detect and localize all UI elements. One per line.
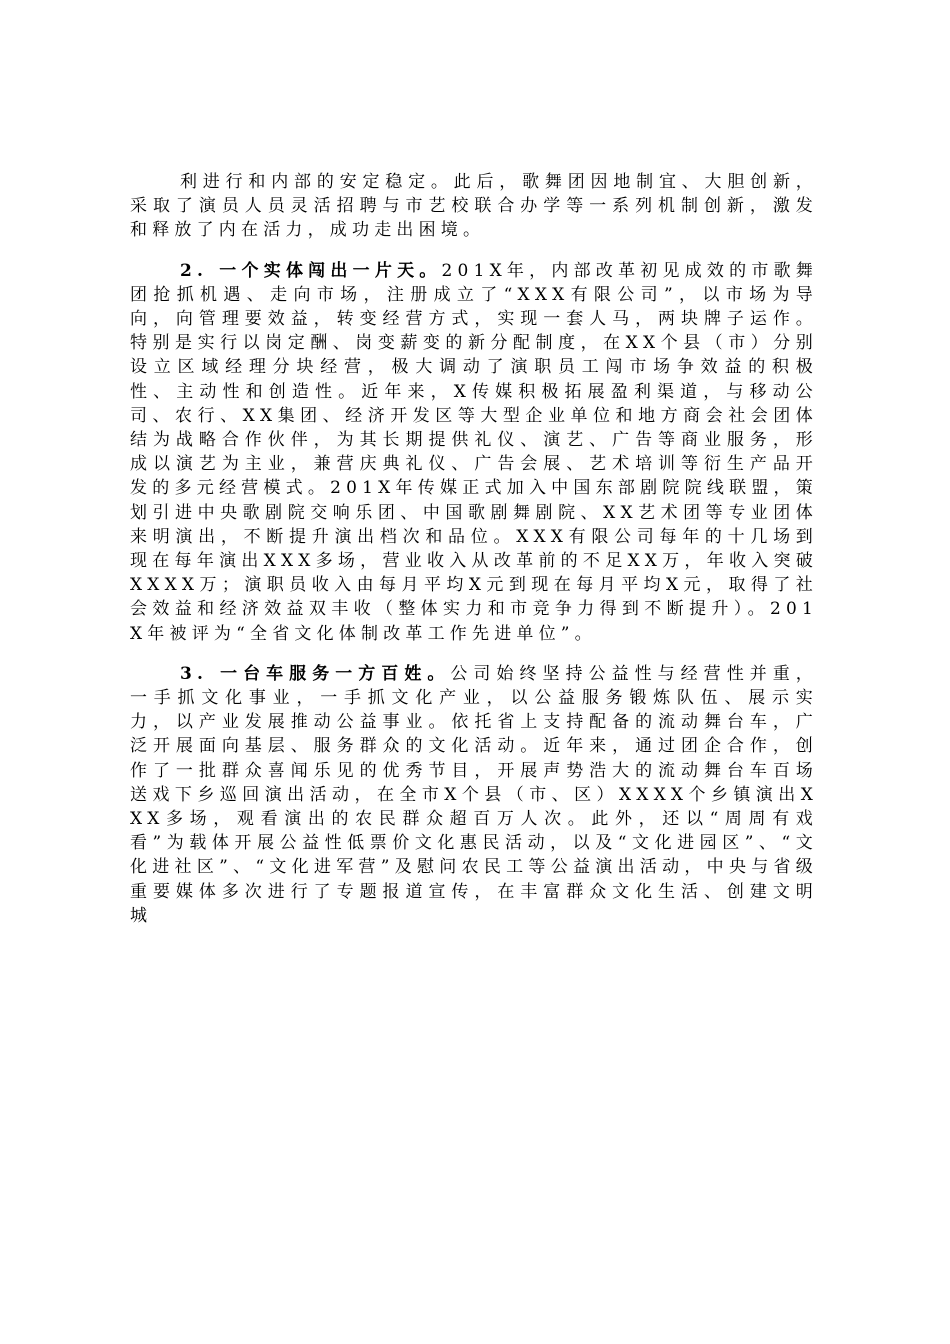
paragraph-intro <box>130 170 818 243</box>
paragraph-text: 201X年，内部改革初见成效的市歌舞团抢抓机遇、走向市场，注册成立了“XXX有限公司”，以市场为导向，向管理要效益，转变经营方式，实现一套人马，两块牌子运作。特别是实行以岗定酬、岗变薪变的新分配制度，在XX个县（市）分别设立区域经理分块经营，极大调动了演职员工闯市场争效益的积极性、主动性和创造性。近年来，X传媒积极拓展盈利渠道，与移动公司、农行、XX集团、经济开发区等大型企业单位和地方商会社会团体结为战略合作伙伴，为其长期提供礼仪、演艺、广告等商业服务，形成以演艺为主业，兼营庆典礼仪、广告会展、艺术培训等衍生产品开发的多元经营模式。201X年传媒正式加入中国东部剧院院线联盟，策划引进中央歌剧院交响乐团、中国歌剧舞剧院、XX艺术团等专业团体来明演出，不断提升演出档次和品位。XXX有限公司每年的十几场到现在每年演出XXX多场，营业收入从改革前的不足XX万，年收入突破XXXX万；演职员收入由每月平均X元到现在每月平均X元，取得了社会效益和经济效益双丰收（整体实力和市竞争力得到不断提升）。201X年被评为“全省文化体制改革工作先进单位”。 <box>130 260 819 644</box>
paragraph-text: 公司始终坚持公益性与经营性并重，一手抓文化事业，一手抓文化产业，以公益服务锻炼队伍、展示实力，以产业发展推动公益事业。依托省上支持配备的流动舞台车，广泛开展面向基层、服务群众的文化活动。近年来，通过团企合作，创作了一批群众喜闻乐见的优秀节目，开展声势浩大的流动舞台车百场送戏下乡巡回演出活动，在全市X个县（市、区）XXXX个乡镇演出XXX多场，观看演出的农民群众超百万人次。此外，还以“周周有戏看”为载体开展公益性低票价文化惠民活动，以及“文化进园区”、“文化进社区”、“文化进军营”及慰问农民工等公益演出活动，中央与省级重要媒体多次进行了专题报道宣传，在丰富群众文化生活、创建文明城 <box>130 663 818 926</box>
paragraph-section-3 <box>130 662 818 928</box>
paragraph-section-2 <box>130 259 818 646</box>
paragraph-text: 利进行和内部的安定稳定。此后，歌舞团因地制宜、大胆创新，采取了演员人员灵活招聘与市艺校联合办学等一系列机制创新，激发和释放了内在活力，成功走出困境。 <box>130 172 818 241</box>
section-heading: 3. 一台车服务一方百姓。 <box>180 663 451 684</box>
section-heading: 2. 一个实体闯出一片天。 <box>180 260 442 281</box>
document-page <box>130 170 818 928</box>
